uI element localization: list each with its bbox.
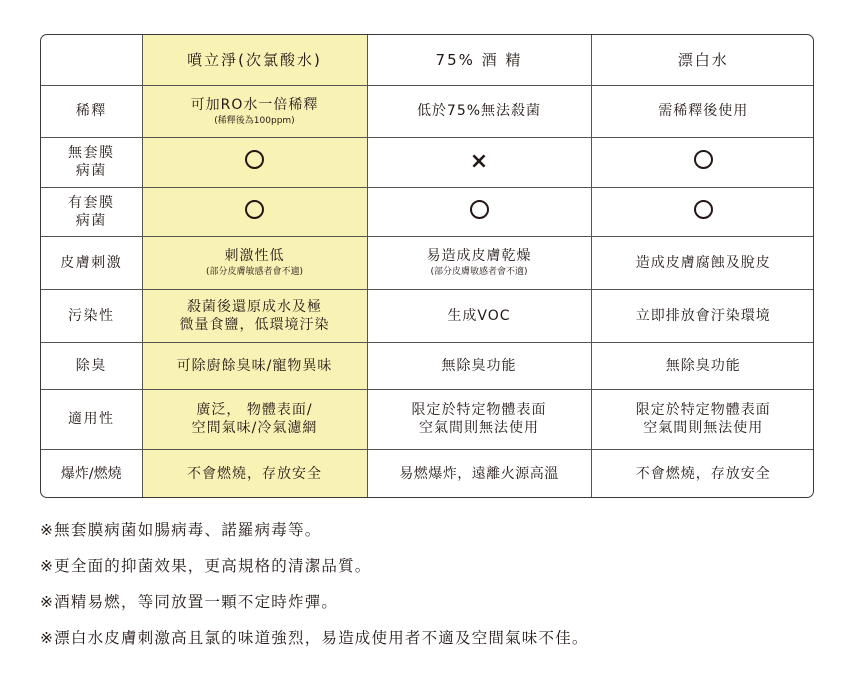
footnote: ※更全面的抑菌效果，更高規格的清潔品質。 bbox=[40, 557, 372, 575]
row-label: 無套膜 病菌 bbox=[41, 137, 142, 187]
cell bbox=[142, 236, 367, 289]
cell: 無除臭功能 bbox=[367, 342, 591, 389]
table-row bbox=[41, 137, 814, 187]
circle-mark-icon bbox=[694, 150, 713, 169]
cell: 殺菌後還原成水及極 微量食鹽，低環境汙染 bbox=[142, 289, 367, 342]
header-row bbox=[41, 35, 814, 85]
table-row bbox=[41, 85, 814, 137]
cell: 造成皮膚腐蝕及脫皮 bbox=[591, 236, 814, 289]
table-row bbox=[41, 187, 814, 236]
cell: 低於75%無法殺菌 bbox=[367, 85, 591, 137]
cell: 限定於特定物體表面 空氣間則無法使用 bbox=[367, 389, 591, 449]
cell: 不會燃燒，存放安全 bbox=[635, 466, 771, 483]
header-bleach: 漂白水 bbox=[591, 35, 814, 85]
cell bbox=[367, 137, 591, 187]
cell: 需稀釋後使用 bbox=[591, 85, 814, 137]
cell bbox=[142, 187, 367, 236]
comparison-table bbox=[40, 34, 814, 498]
table-row bbox=[41, 389, 814, 449]
row-label: 爆炸/燃燒 bbox=[41, 449, 142, 498]
circle-mark-icon bbox=[245, 150, 264, 169]
table-row bbox=[41, 289, 814, 342]
footnote: ※無套膜病菌如腸病毒、諾羅病毒等。 bbox=[40, 521, 322, 539]
row-label: 稀釋 bbox=[41, 85, 142, 137]
cell-text: 可加RO水一倍稀釋 bbox=[190, 96, 319, 113]
cell bbox=[591, 187, 814, 236]
cell: 廣泛， 物體表面/ 空間氣味/冷氣濾網 bbox=[142, 389, 367, 449]
circle-mark-icon bbox=[694, 200, 713, 219]
cell bbox=[367, 236, 591, 289]
cross-mark-icon: × bbox=[469, 149, 489, 174]
cell: 可除廚餘臭味/寵物異味 bbox=[142, 342, 367, 389]
row-label: 有套膜 病菌 bbox=[41, 187, 142, 236]
cell bbox=[591, 137, 814, 187]
row-label: 除臭 bbox=[41, 342, 142, 389]
row-label: 適用性 bbox=[41, 389, 142, 449]
cell: 不會燃燒，存放安全 bbox=[142, 449, 367, 498]
footnote: ※漂白水皮膚刺激高且氯的味道強烈，易造成使用者不適及空間氣味不佳。 bbox=[40, 629, 589, 647]
cell bbox=[142, 85, 367, 137]
cell: 易燃爆炸，遠離火源高溫 bbox=[367, 449, 591, 498]
cell bbox=[142, 137, 367, 187]
cell: 生成VOC bbox=[367, 289, 591, 342]
circle-mark-icon bbox=[470, 200, 489, 219]
cell bbox=[367, 187, 591, 236]
cell-note: (稀釋後為100ppm) bbox=[214, 115, 295, 126]
cell-text: 易造成皮膚乾燥 bbox=[426, 248, 532, 264]
table-row bbox=[41, 342, 814, 389]
cell-note: (部分皮膚敏感者會不適) bbox=[430, 267, 528, 277]
circle-mark-icon bbox=[245, 200, 264, 219]
row-label: 污染性 bbox=[41, 289, 142, 342]
header-hypochlorous: 噴立淨(次氯酸水) bbox=[142, 35, 367, 85]
header-alcohol: 75% 酒 精 bbox=[367, 35, 591, 85]
footnotes bbox=[40, 512, 589, 656]
row-label: 皮膚刺激 bbox=[41, 236, 142, 289]
table-row bbox=[41, 236, 814, 289]
cell: 立即排放會汙染環境 bbox=[591, 289, 814, 342]
table-row bbox=[41, 449, 814, 498]
cell-text: 刺激性低 bbox=[224, 248, 285, 264]
cell-note: (部分皮膚敏感者會不適) bbox=[205, 267, 304, 277]
footnote: ※酒精易燃，等同放置一顆不定時炸彈。 bbox=[40, 593, 339, 611]
cell: 限定於特定物體表面 空氣間則無法使用 bbox=[591, 389, 814, 449]
header-corner bbox=[41, 35, 142, 85]
cell: 無除臭功能 bbox=[591, 342, 814, 389]
